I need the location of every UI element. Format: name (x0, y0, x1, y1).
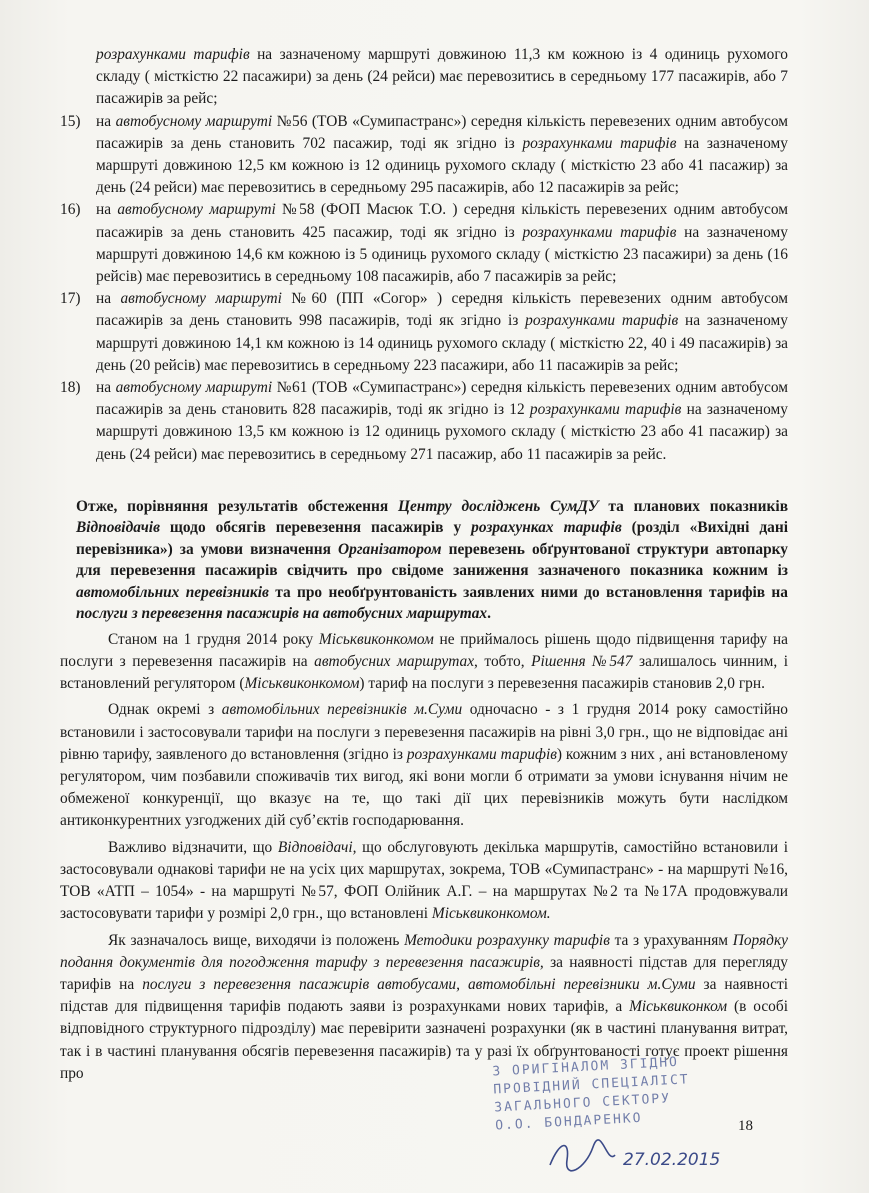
text-run: за наявності підстав для підвищення тарифів подають заяви із розрахунками нових тарифів, а (60, 975, 788, 1016)
italic-text: автобусному маршруті (115, 112, 273, 130)
text-run: та планових показників (598, 497, 789, 515)
page-number: 18 (738, 1118, 753, 1134)
list-item (60, 111, 788, 200)
text-run: Станом на 1 грудня 2014 року (108, 630, 319, 648)
italic-text: Відповідачі, (277, 838, 357, 856)
italic-text: послуги з перевезення пасажирів на автобусних маршрутах (76, 605, 488, 623)
italic-text: Організатором (338, 540, 442, 558)
text-run: Як зазначалось вище, виходячи із положень (108, 931, 405, 949)
stamp-line: З ОРИГІНАЛОМ ЗГІДНО (492, 1054, 680, 1080)
italic-text: Рішення №547 (531, 653, 633, 671)
list-item (60, 199, 788, 288)
italic-text: Міськвиконкомом (318, 630, 434, 648)
text-run: , тобто, (474, 653, 532, 671)
text-run: (розділ «Вихідні дані перевізника») за умови визначення (76, 519, 788, 558)
text-run: на зазначеному маршруті довжиною 12,5 км кожною із 12 одиниць рухомого складу ( місткістю 23 або 41 пасажир) за день (24 рейси) має перевозитись в середньому 295 пасажирів, або 12 пасажирів за рейс; (96, 134, 788, 197)
paragraph (60, 699, 788, 832)
handwritten-signature (545, 1135, 725, 1175)
text-run: (в особі відповідного структурного підрозділу) має перевірити зазначені розрахунки (як в частині планування витрат, так і в частині планування обсягів перевезення пасажирів) та у разі їх обґрунтованості готує проект рішення про (60, 998, 788, 1082)
text-run: №60 (ПП «Согор» ) середня кількість перевезених одним автобусом пасажирів за день становить 998 пасажирів, тоді як згідно із (96, 290, 788, 330)
text-run: одночасно - з 1 грудня 2014 року самостійно встановили і застосовували тарифи на послуги з перевезення пасажирів на рівні 3,0 грн., що не відповідає ані рівню тарифу, заявленого до встановлення (згідно із (60, 701, 789, 763)
list-item-number: 17) (60, 290, 81, 308)
italic-text: автомобільних перевізників (76, 583, 269, 601)
paragraph (60, 837, 788, 926)
italic-text: Міськвиконком (629, 998, 728, 1016)
italic-text: автобусному маршруті (120, 290, 282, 308)
italic-text: розрахунками тарифів (522, 223, 677, 241)
text-run: ) кожним з них , ані встановленому регулятором, чим позбавили споживачів тих вигод, які вони могли б отримати за умови існування нічим не обмеженої конкуренції, що вказує на те, що такі дії цих перевізників можуть бути наслідком антиконкурентних узгоджених дій суб’єктів господарювання. (60, 745, 789, 830)
italic-text: автомобільні перевізники м.Суми (467, 975, 696, 993)
text-run: №58 (ФОП Масюк Т.О. ) середня кількість перевезених одним автобусом пасажирів за день становить 425 пасажир, тоді як згідно із (96, 201, 788, 241)
list-item-number: 15) (60, 112, 81, 130)
text-run: залишалось чинним, і встановлений регулятором ( (60, 653, 788, 693)
text-run: не приймалось рішень щодо підвищення тарифу на послуги з перевезення пасажирів на (60, 630, 789, 671)
text-run: Отже, порівняння результатів обстеження (76, 497, 398, 515)
stamp-line: ПРОВІДНИЙ СПЕЦІАЛІСТ (492, 1072, 691, 1098)
stamp-line: ЗАГАЛЬНОГО СЕКТОРУ (493, 1091, 672, 1116)
italic-text: розрахунками тарифів (529, 401, 682, 419)
italic-text: автобусних маршрутах (314, 653, 475, 671)
text-run: на зазначеному маршруті довжиною 14,1 км кожною із 14 одиниць рухомого складу ( місткістю 22, 40 і 49 пасажирів) за день (20 рейсів) має перевозитись в середньому 223 пасажири, або 11 пасажирів за рейс; (96, 312, 788, 374)
body-paragraphs (60, 629, 788, 1085)
text-run: Важливо відзначити, що (108, 838, 278, 856)
italic-text: автобусному маршруті (117, 201, 276, 219)
italic-text: Міськвиконкомом. (431, 905, 551, 923)
text-run: перевезень обґрунтованої структури автопарку для перевезення пасажирів свідчить про свідоме заниження зазначеного показника кожним із (76, 540, 788, 580)
list-item-number: 16) (60, 201, 81, 219)
italic-text: Порядку подання документів для погодження тарифу з перевезення пасажирів, (60, 931, 788, 971)
text-run: на (96, 201, 118, 219)
text-run: . (487, 605, 491, 623)
italic-text: Методики розрахунку тарифів (404, 931, 610, 949)
text-run: щодо обсягів перевезення пасажирів у (159, 519, 472, 537)
text-run: ) тариф на послуги з перевезення пасажирів становив 2,0 грн. (359, 675, 765, 693)
text-run: Однак окремі з (108, 701, 222, 719)
italic-text: розрахунками тарифів (96, 46, 250, 63)
list-item-number: 18) (60, 379, 81, 397)
text-run: що обслуговують декілька маршрутів, самостійно встановили і застосовували однакові тарифи не на усіх цих маршрутах, зокрема, ТОВ «Сумипастранс» - на маршруті №16, ТОВ «АТП – 1054» - на маршруті №57, ФОП Олійник А.Г. – на маршрутах №2 та №17А продовжували застосовувати тарифи у розмірі 2,0 грн., що встановлені (60, 838, 788, 923)
italic-text: розрахунками тарифів (406, 745, 557, 763)
italic-text: Міськвиконкомом (244, 675, 360, 693)
text-run: №61 (ТОВ «Сумипастранс») середня кількість перевезених одним автобусом пасажирів за день становить 828 пасажирів, тоді як згідно із 12 (96, 379, 788, 419)
document-body (60, 44, 788, 1085)
text-run: на зазначеному маршруті довжиною 11,3 км кожною із 4 одиниць рухомого складу ( місткістю 22 пасажири) за день (24 рейси) має перевозитись в середньому 177 пасажирів, або 7 пасажирів за рейс; (96, 46, 788, 108)
list-item (60, 288, 788, 377)
text-run: та з урахуванням (609, 931, 733, 949)
text-run: на (96, 290, 121, 308)
list-item (60, 377, 788, 466)
italic-text: Центру досліджень СумДУ (398, 497, 599, 515)
italic-text: Відповідачів (76, 519, 160, 537)
italic-text: розрахунками тарифів (525, 312, 679, 330)
italic-text: автомобільних перевізників м.Суми (221, 701, 463, 719)
italic-text: розрахунках тарифів (471, 519, 622, 537)
list-item (60, 44, 788, 111)
text-run: на зазначеному маршруті довжиною 14,6 км кожною із 5 одиниць рухомого складу ( місткістю 23 пасажири) за день (16 рейсів) має перевозитись в середньому 108 пасажирів, або 7 пасажирів за рейс; (96, 223, 788, 286)
text-run: №56 (ТОВ «Сумипастранс») середня кількість перевезених одним автобусом пасажирів за день становить 702 пасажир, тоді як згідно із (96, 112, 788, 152)
stamp-line: О.О. БОНДАРЕНКО (494, 1110, 643, 1134)
conclusion-paragraph (60, 496, 788, 625)
text-run: на (96, 379, 116, 397)
text-run: та про необґрунтованість заявлених ними до встановлення тарифів на (268, 583, 788, 601)
text-run: на (96, 112, 116, 130)
paragraph (60, 629, 788, 696)
numbered-list (60, 44, 788, 466)
signature-date: 27.02.2015 (623, 1150, 721, 1170)
italic-text: автобусному маршруті (115, 379, 273, 397)
text-run: за наявності підстав для перегляду тарифів на (60, 953, 788, 993)
italic-text: послуги з перевезення пасажирів автобусами, (142, 975, 460, 993)
italic-text: розрахунками тарифів (522, 134, 677, 152)
text-run: на зазначеному маршруті довжиною 13,5 км кожною із 12 одиниць рухомого складу ( місткістю 23 або 41 пасажир) за день (24 рейси) має перевозитись в середньому 271 пасажир, або 11 пасажирів за рейс. (96, 401, 788, 463)
text-run (460, 976, 468, 993)
